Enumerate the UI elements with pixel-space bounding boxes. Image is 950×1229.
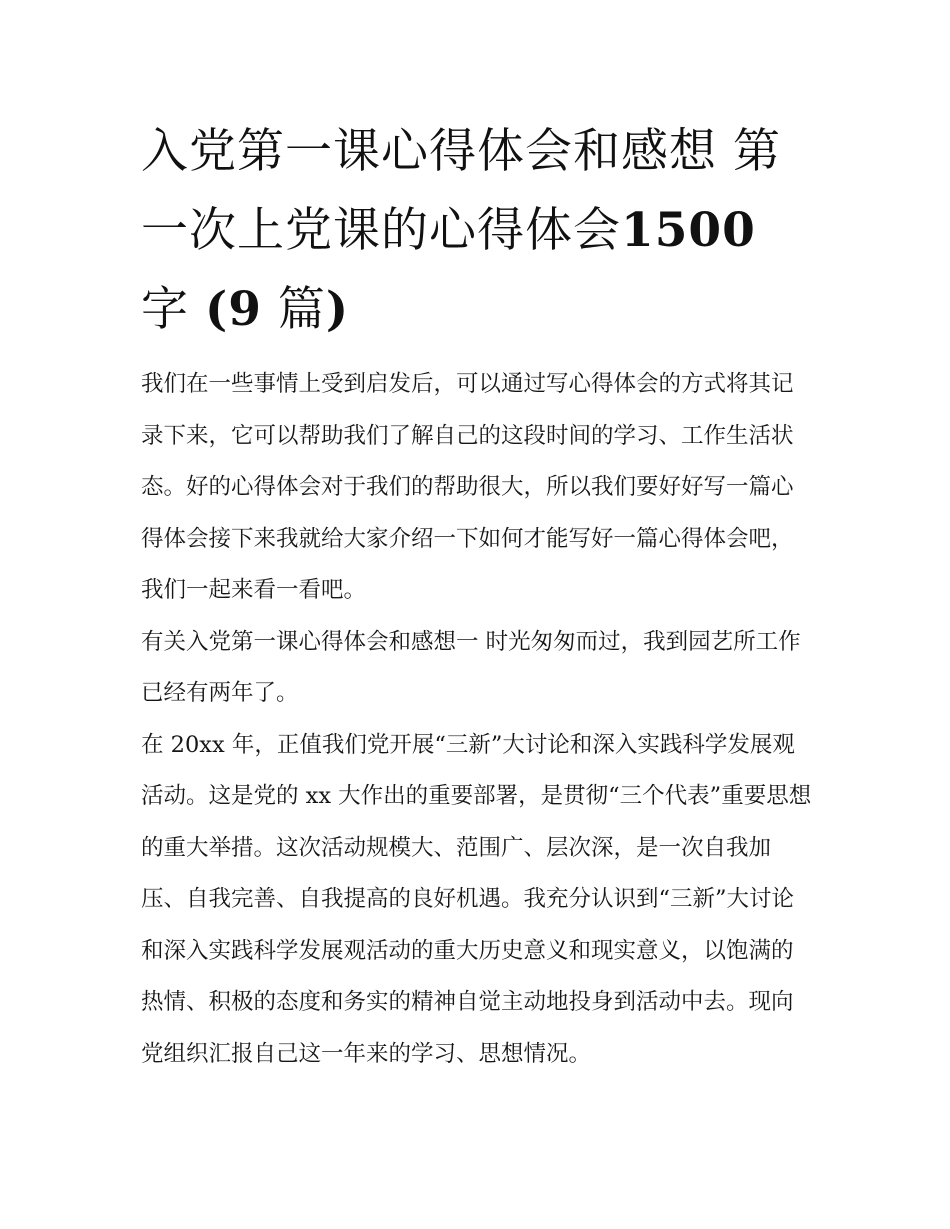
intro-paragraph: 我们在一些事情上受到启发后，可以通过写心得体会的方式将其记录下来，它可以帮助我们了解自己的这段时间的学习、工作生活状态。好的心得体会对于我们的帮助很大，所以我们要好好写一篇心得体会接下来我就给大家介绍一下如何才能写好一篇心得体会吧，我们一起来看一看吧。 <box>141 371 794 603</box>
document-title <box>141 112 813 349</box>
title-count-close: ) <box>325 282 350 337</box>
title-unit: 字 <box>141 282 205 337</box>
title-count-open: (9 <box>204 282 262 337</box>
title-word-count: 1500 <box>621 203 756 258</box>
body-paragraph-1: 有关入党第一课心得体会和感想一 时光匆匆而过，我到园艺所工作已经有两年了。 <box>141 628 801 706</box>
body-paragraph-2: 在 20xx 年，正值我们党开展“三新”大讨论和深入实践科学发展观活动。这是党的 xx 大作出的重要部署，是贯彻“三个代表”重要思想的重大举措。这次活动规模大、范围广、层次深，是一次自我加压、自我完善、自我提高的良好机遇。我充分认识到“三新”大讨论和深入实践科学发展观活动的重大历史意义和现实意义，以饱满的热情、积极的态度和务实的精神自觉主动地投身到活动中去。现向党组织汇报自己这一年来的学习、思想情况。 <box>141 731 812 1067</box>
document-body <box>141 112 813 1080</box>
title-text: 入党第一课心得体会和感想 第一次上党课的心得体会 <box>141 124 781 258</box>
title-count-unit: 篇 <box>261 282 326 337</box>
